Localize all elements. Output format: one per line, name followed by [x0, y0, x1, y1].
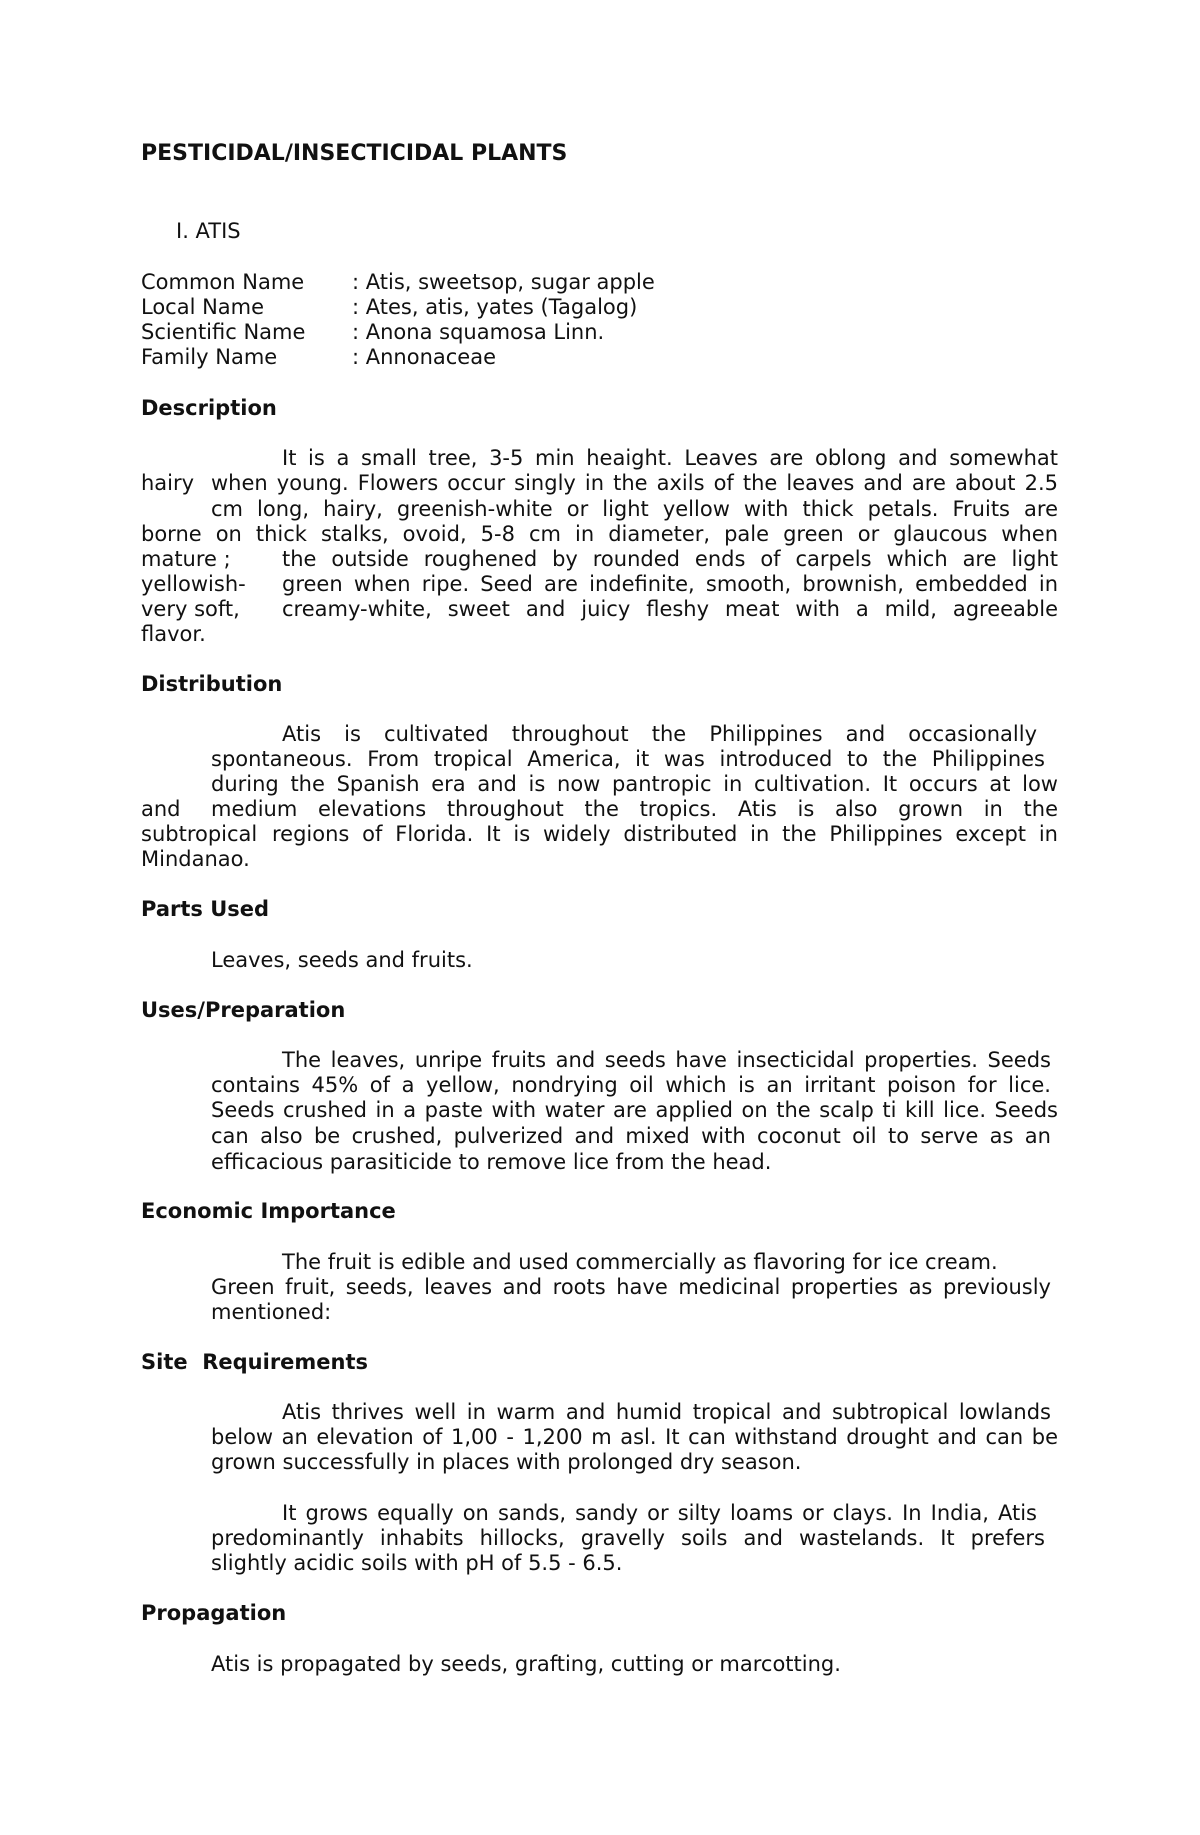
scientific-name-value: : Anona squamosa Linn. [352, 320, 605, 344]
uses-line: Seeds crushed in a paste with water are applied on the scalp ti kill lice. Seeds [211, 1098, 1058, 1122]
common-name-value: : Atis, sweetsop, sugar apple [352, 270, 655, 294]
site-line: grown successfully in places with prolonged dry season. [211, 1450, 802, 1474]
uses-heading: Uses/Preparation [141, 998, 346, 1022]
document-title: PESTICIDAL/INSECTICIDAL PLANTS [141, 141, 568, 166]
site-line: predominantly inhabits hillocks, gravelly soils and wastelands. It prefers [211, 1526, 1045, 1550]
distribution-line: medium elevations throughout the tropics. Atis is also grown in the [211, 797, 1058, 821]
local-name-value: : Ates, atis, yates (Tagalog) [352, 295, 638, 319]
scientific-name-label: Scientific Name [141, 320, 306, 344]
economic-heading: Economic Importance [141, 1199, 396, 1223]
distribution-line: during the Spanish era and is now pantropic in cultivation. It occurs at low [211, 772, 1058, 796]
section-heading: I. ATIS [176, 219, 241, 243]
site-line: Atis thrives well in warm and humid tropical and subtropical lowlands [282, 1400, 1051, 1424]
propagation-text: Atis is propagated by seeds, grafting, cutting or marcotting. [211, 1652, 841, 1676]
uses-line: contains 45% of a yellow, nondrying oil which is an irritant poison for lice. [211, 1073, 1051, 1097]
uses-line: can also be crushed, pulverized and mixed with coconut oil to serve as an [211, 1124, 1051, 1148]
uses-line: efficacious parasiticide to remove lice from the head. [211, 1150, 772, 1174]
common-name-label: Common Name [141, 270, 305, 294]
description-line: hairy [141, 471, 195, 495]
site-line: slightly acidic soils with pH of 5.5 - 6.5. [211, 1551, 623, 1575]
economic-line: The fruit is edible and used commercially as flavoring for ice cream. [282, 1250, 998, 1274]
description-heading: Description [141, 396, 277, 420]
parts-used-text: Leaves, seeds and fruits. [211, 948, 473, 972]
local-name-label: Local Name [141, 295, 265, 319]
distribution-line: and [141, 797, 181, 821]
distribution-line: subtropical [141, 822, 258, 846]
distribution-line: spontaneous. From tropical America, it was introduced to the Philippines [211, 747, 1045, 771]
description-line: mature ; [141, 547, 231, 571]
site-heading: Site Requirements [141, 1350, 369, 1374]
distribution-line: Mindanao. [141, 847, 250, 871]
site-line: It grows equally on sands, sandy or silty loams or clays. In India, Atis [282, 1501, 1037, 1525]
distribution-line: Atis is cultivated throughout the Philippines and occasionally [282, 722, 1037, 746]
uses-line: The leaves, unripe fruits and seeds have insecticidal properties. Seeds [282, 1048, 1051, 1072]
propagation-heading: Propagation [141, 1601, 287, 1625]
family-name-label: Family Name [141, 345, 278, 369]
description-line: cm long, hairy, greenish-white or light yellow with thick petals. Fruits are [211, 497, 1058, 521]
description-line: the outside roughened by rounded ends of carpels which are light [282, 547, 1058, 571]
family-name-value: : Annonaceae [352, 345, 497, 369]
economic-line: mentioned: [211, 1300, 332, 1324]
description-line: very soft, [141, 597, 240, 621]
description-line: creamy-white, sweet and juicy fleshy meat with a mild, agreeable [282, 597, 1058, 621]
description-line: borne on thick stalks, ovoid, 5-8 cm in diameter, pale green or glaucous when [141, 522, 1058, 546]
description-line: when young. Flowers occur singly in the axils of the leaves and are about 2.5 [211, 471, 1058, 495]
distribution-heading: Distribution [141, 672, 283, 696]
description-line: yellowish- [141, 572, 246, 596]
description-line: flavor. [141, 622, 206, 646]
economic-line: Green fruit, seeds, leaves and roots have medicinal properties as previously [211, 1275, 1051, 1299]
description-line: green when ripe. Seed are indefinite, smooth, brownish, embedded in [282, 572, 1058, 596]
parts-used-heading: Parts Used [141, 897, 270, 921]
distribution-line: regions of Florida. It is widely distributed in the Philippines except in [272, 822, 1058, 846]
site-line: below an elevation of 1,00 - 1,200 m asl. It can withstand drought and can be [211, 1425, 1058, 1449]
description-line: It is a small tree, 3-5 min heaight. Leaves are oblong and somewhat [282, 446, 1058, 470]
